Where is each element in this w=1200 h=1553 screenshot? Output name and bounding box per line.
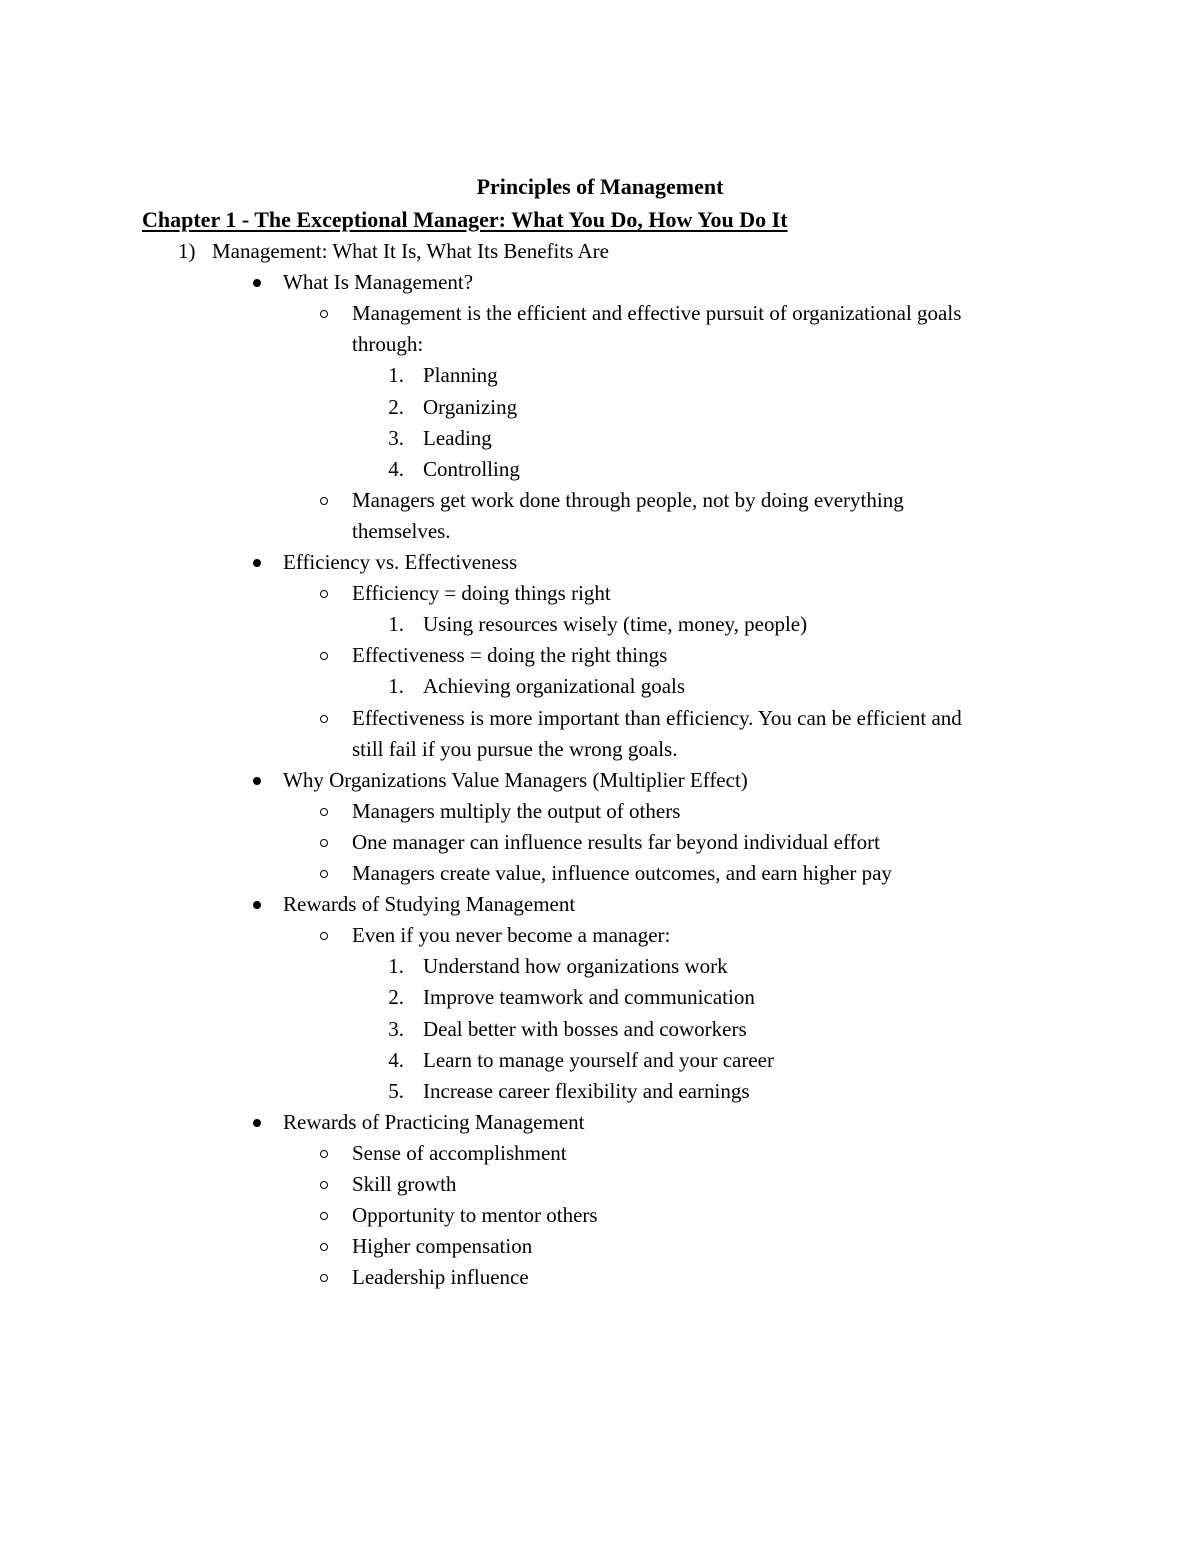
numbered-item-number: 2.	[388, 985, 404, 1010]
numbered-item-text: Leading	[423, 425, 492, 450]
bullet-dot-icon	[253, 279, 261, 287]
numbered-item-number: 3.	[388, 1016, 404, 1041]
bullet-dot-icon	[253, 559, 261, 567]
point-text: One manager can influence results far beyond individual effort	[352, 829, 880, 854]
bullet-dot-icon	[253, 1119, 261, 1127]
point-text: through:	[352, 332, 424, 357]
document-title: Principles of Management	[476, 174, 724, 199]
point-text: Sense of accomplishment	[352, 1140, 567, 1165]
chapter-heading: Chapter 1 - The Exceptional Manager: What You Do, How You Do It	[142, 207, 788, 232]
point-text: Managers get work done through people, not by doing everything	[352, 487, 904, 512]
numbered-item-number: 1.	[388, 363, 404, 388]
numbered-item-text: Using resources wisely (time, money, people)	[423, 612, 808, 637]
bullet-circle-icon	[320, 808, 328, 816]
point-text: Even if you never become a manager:	[352, 923, 671, 948]
section-heading: Management: What It Is, What Its Benefits Are	[212, 239, 609, 263]
numbered-item-number: 3.	[388, 425, 404, 450]
point-text: Managers multiply the output of others	[352, 798, 681, 823]
bullet-circle-icon	[320, 652, 328, 660]
numbered-item-text: Understand how organizations work	[423, 954, 728, 979]
bullet-circle-icon	[320, 1212, 328, 1220]
topic-heading: Rewards of Practicing Management	[283, 1109, 585, 1134]
bullet-circle-icon	[320, 497, 328, 505]
numbered-item-number: 1.	[388, 954, 404, 979]
section-number: 1)	[178, 239, 196, 263]
numbered-item-number: 2.	[388, 394, 404, 419]
point-text: still fail if you pursue the wrong goals.	[352, 736, 678, 761]
point-text: Management is the efficient and effective pursuit of organizational goals	[352, 301, 962, 326]
numbered-item-number: 1.	[388, 674, 404, 699]
point-text: Effectiveness is more important than efficiency. You can be efficient and	[352, 705, 962, 730]
point-text: Skill growth	[352, 1172, 457, 1196]
topic-heading: Efficiency vs. Effectiveness	[283, 550, 518, 574]
point-text: Efficiency = doing things right	[352, 581, 611, 606]
numbered-item-number: 4.	[388, 1047, 404, 1072]
numbered-item-text: Achieving organizational goals	[423, 674, 686, 699]
numbered-item-text: Planning	[423, 363, 498, 388]
numbered-item-number: 1.	[388, 612, 404, 637]
numbered-item-text: Increase career flexibility and earnings	[423, 1078, 750, 1103]
numbered-item-text: Controlling	[423, 456, 520, 481]
numbered-item-text: Deal better with bosses and coworkers	[423, 1016, 747, 1041]
point-text: Managers create value, influence outcomes, and earn higher pay	[352, 861, 892, 885]
bullet-dot-icon	[253, 777, 261, 785]
numbered-item-number: 5.	[388, 1078, 404, 1103]
point-text: Higher compensation	[352, 1234, 533, 1259]
numbered-item-number: 4.	[388, 456, 404, 481]
bullet-dot-icon	[253, 901, 261, 909]
bullet-circle-icon	[320, 1150, 328, 1158]
bullet-circle-icon	[320, 870, 328, 878]
numbered-item-text: Learn to manage yourself and your career	[423, 1047, 774, 1072]
bullet-circle-icon	[320, 1181, 328, 1189]
point-text: Effectiveness = doing the right things	[352, 643, 668, 668]
topic-heading: What Is Management?	[283, 270, 474, 295]
bullet-circle-icon	[320, 1274, 328, 1282]
bullet-circle-icon	[320, 310, 328, 318]
topic-heading: Rewards of Studying Management	[283, 892, 576, 917]
numbered-item-text: Improve teamwork and communication	[423, 985, 755, 1010]
point-text: Opportunity to mentor others	[352, 1203, 598, 1228]
bullet-circle-icon	[320, 1243, 328, 1251]
topic-heading: Why Organizations Value Managers (Multiplier Effect)	[283, 767, 748, 792]
bullet-circle-icon	[320, 932, 328, 940]
point-text: Leadership influence	[352, 1265, 529, 1290]
numbered-item-text: Organizing	[423, 394, 518, 419]
bullet-circle-icon	[320, 839, 328, 847]
bullet-circle-icon	[320, 590, 328, 598]
bullet-circle-icon	[320, 715, 328, 723]
point-text: themselves.	[352, 518, 451, 543]
